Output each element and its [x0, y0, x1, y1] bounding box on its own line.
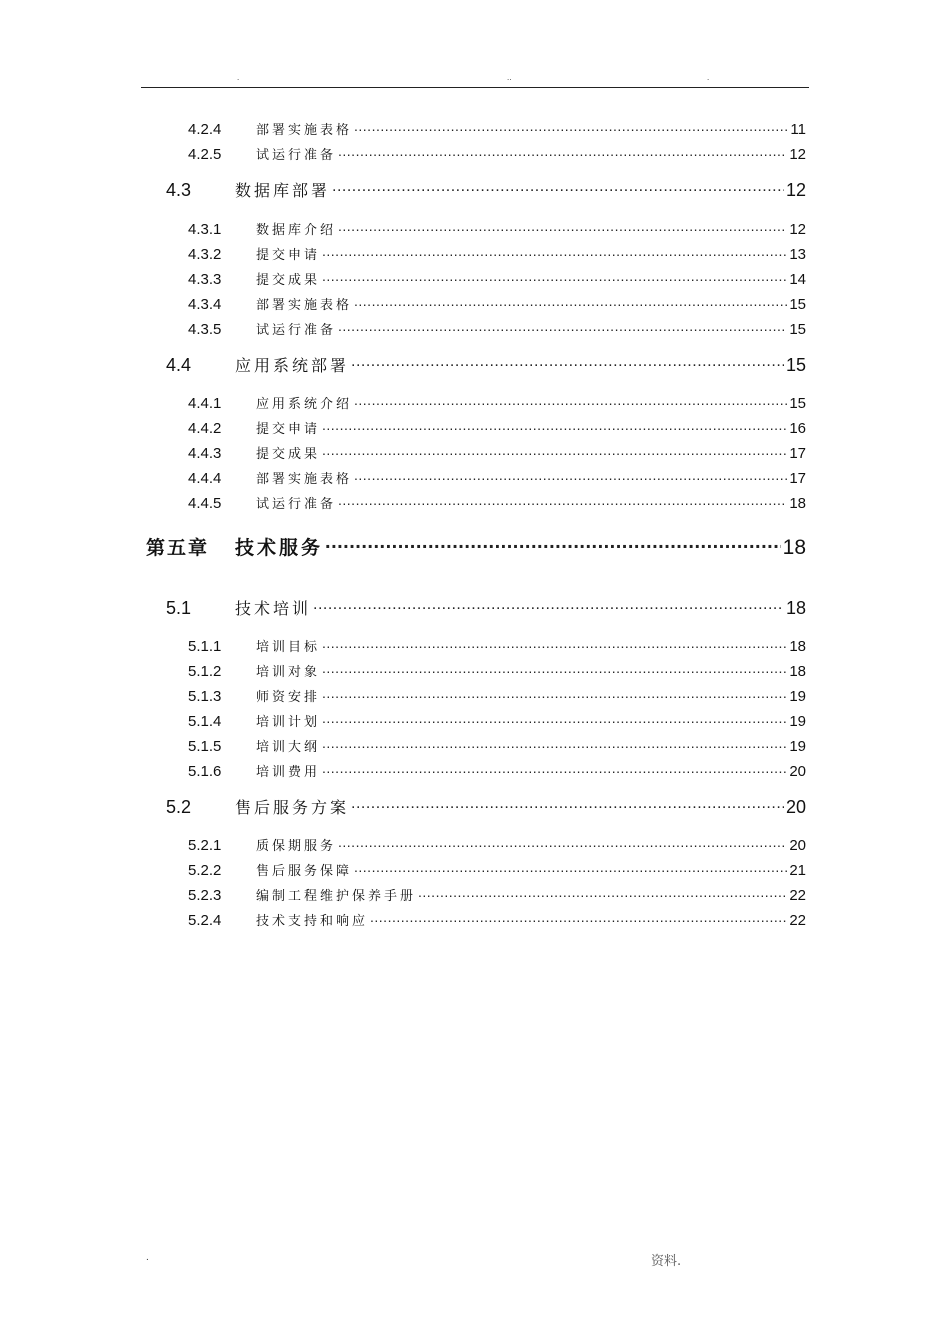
toc-dot-leader [351, 355, 784, 371]
toc-entry-number: 4.3.1 [188, 221, 222, 238]
toc-entry-page: 16 [789, 420, 806, 437]
toc-entry-number: 5.1.6 [188, 763, 222, 780]
toc-dot-leader [354, 295, 787, 309]
toc-entry-page: 15 [789, 321, 806, 338]
toc-dot-leader [354, 394, 787, 408]
toc-entry-page: 12 [789, 221, 806, 238]
toc-entry-number: 5.1.5 [188, 738, 222, 755]
toc-entry-page: 15 [789, 296, 806, 313]
footer-dot: . [146, 1252, 149, 1263]
toc-entry-number: 5.1 [166, 598, 192, 618]
toc-entry[interactable] [166, 353, 806, 376]
toc-entry[interactable] [188, 910, 806, 929]
toc-dot-leader [338, 494, 787, 508]
toc-entry-title: 提交成果 [256, 273, 321, 288]
toc-entry[interactable] [188, 636, 806, 655]
toc-entry-number: 4.2.4 [188, 121, 222, 138]
header-mark: .. [507, 73, 512, 82]
toc-entry[interactable] [188, 244, 806, 263]
toc-entry-title: 部署实施表格 [256, 472, 353, 487]
footer-text: 资料. [651, 1254, 682, 1269]
toc-dot-leader [322, 245, 787, 259]
toc-entry-number: 5.2.3 [188, 887, 222, 904]
toc-entry[interactable] [188, 661, 806, 680]
toc-entry-title: 应用系统部署 [235, 356, 350, 375]
toc-entry-number: 4.3 [166, 180, 192, 200]
toc-entry[interactable] [188, 144, 806, 163]
toc-entry-number: 5.2.1 [188, 837, 222, 854]
toc-entry-number: 4.3.2 [188, 246, 222, 263]
toc-entry-title: 部署实施表格 [256, 123, 353, 138]
toc-dot-leader [322, 662, 787, 676]
toc-entry-page: 18 [785, 598, 806, 618]
toc-entry-title: 培训大纲 [256, 740, 321, 755]
toc-entry-title: 售后服务方案 [235, 798, 350, 817]
toc-entry-title: 技术培训 [235, 599, 312, 618]
toc-entry-page: 18 [789, 495, 806, 512]
toc-entry-title: 数据库部署 [235, 181, 331, 200]
toc-entry[interactable] [188, 269, 806, 288]
toc-entry-page: 17 [789, 445, 806, 462]
toc-entry-page: 18 [789, 663, 806, 680]
toc-entry-page: 13 [789, 246, 806, 263]
toc-entry-page: 15 [789, 395, 806, 412]
toc-entry-number: 4.4.1 [188, 395, 222, 412]
toc-dot-leader [354, 469, 787, 483]
toc-entry-page: 19 [789, 738, 806, 755]
toc-entry-page: 15 [785, 355, 806, 375]
toc-entry-number: 5.2.4 [188, 912, 222, 929]
toc-entry-title: 试运行准备 [256, 148, 337, 163]
toc-entry-page: 18 [789, 638, 806, 655]
toc-entry-title: 编制工程维护保养手册 [256, 889, 417, 904]
toc-entry-page: 20 [789, 837, 806, 854]
toc-entry[interactable] [188, 468, 806, 487]
toc-entry-title: 培训费用 [256, 765, 321, 780]
toc-entry[interactable] [188, 736, 806, 755]
toc-entry[interactable] [188, 294, 806, 313]
toc-entry[interactable] [188, 443, 806, 462]
toc-entry[interactable] [188, 686, 806, 705]
toc-dot-leader [322, 270, 787, 284]
toc-dot-leader [322, 419, 787, 433]
toc-entry-title: 部署实施表格 [256, 298, 353, 313]
toc-dot-leader [338, 836, 787, 850]
toc-entry-title: 质保期服务 [256, 839, 337, 854]
toc-entry-page: 17 [789, 470, 806, 487]
toc-entry[interactable] [166, 596, 806, 619]
toc-entry-title: 技术服务 [235, 537, 324, 559]
toc-entry[interactable] [188, 219, 806, 238]
header-mark: . [237, 73, 240, 82]
toc-dot-leader [322, 737, 787, 751]
toc-entry[interactable] [188, 860, 806, 879]
toc-entry-number: 4.4.3 [188, 445, 222, 462]
toc-entry-title: 应用系统介绍 [256, 397, 353, 412]
toc-entry-page: 11 [790, 121, 806, 138]
toc-entry-title: 提交申请 [256, 248, 321, 263]
toc-dot-leader [322, 762, 787, 776]
toc-entry-page: 19 [789, 713, 806, 730]
toc-entry-title: 培训目标 [256, 640, 321, 655]
toc-dot-leader [370, 911, 787, 925]
toc-entry-number: 4.3.4 [188, 296, 222, 313]
page-header [141, 72, 809, 88]
toc-entry-number: 第五章 [146, 537, 210, 559]
toc-entry-number: 4.4 [166, 355, 192, 375]
toc-dot-leader [322, 687, 787, 701]
toc-entry[interactable] [146, 533, 806, 560]
toc-entry[interactable] [188, 119, 806, 138]
toc-entry-number: 5.2 [166, 797, 192, 817]
toc-dot-leader [338, 145, 787, 159]
toc-entry[interactable] [188, 761, 806, 780]
toc-entry[interactable] [188, 418, 806, 437]
toc-entry-page: 12 [785, 180, 806, 200]
toc-entry-number: 4.4.5 [188, 495, 222, 512]
toc-entry[interactable] [188, 835, 806, 854]
toc-entry[interactable] [188, 393, 806, 412]
toc-entry-title: 培训对象 [256, 665, 321, 680]
toc-dot-leader [322, 444, 787, 458]
toc-entry-page: 19 [789, 688, 806, 705]
toc-dot-leader [354, 861, 787, 875]
toc-entry-page: 20 [789, 763, 806, 780]
toc-dot-leader [322, 637, 787, 651]
toc-dot-leader [354, 120, 788, 134]
toc-entry-title: 提交申请 [256, 422, 321, 437]
toc-dot-leader [325, 534, 781, 554]
toc-entry-number: 5.1.1 [188, 638, 222, 655]
header-rule [141, 87, 809, 88]
toc-entry-number: 4.3.3 [188, 271, 222, 288]
toc-entry-number: 5.1.2 [188, 663, 222, 680]
toc-entry-title: 售后服务保障 [256, 864, 353, 879]
toc-dot-leader [332, 180, 784, 196]
toc-dot-leader [338, 220, 787, 234]
toc-dot-leader [322, 712, 787, 726]
toc-entry-page: 14 [789, 271, 806, 288]
toc-entry-title: 试运行准备 [256, 497, 337, 512]
toc-dot-leader [418, 886, 787, 900]
toc-entry-number: 5.1.4 [188, 713, 222, 730]
toc-entry[interactable] [166, 795, 806, 818]
toc-entry-page: 18 [782, 536, 806, 559]
toc-entry-number: 5.2.2 [188, 862, 222, 879]
toc-entry-number: 5.1.3 [188, 688, 222, 705]
header-mark: . [707, 73, 710, 82]
toc-entry-title: 提交成果 [256, 447, 321, 462]
toc-entry-number: 4.4.2 [188, 420, 222, 437]
toc-entry[interactable] [188, 493, 806, 512]
toc-entry-page: 21 [789, 862, 806, 879]
toc-entry[interactable] [166, 178, 806, 201]
toc-entry-title: 数据库介绍 [256, 223, 337, 238]
toc-entry[interactable] [188, 711, 806, 730]
toc-dot-leader [351, 797, 784, 813]
toc-entry[interactable] [188, 885, 806, 904]
toc-entry-number: 4.3.5 [188, 321, 222, 338]
toc-dot-leader [313, 598, 784, 614]
toc-entry-page: 22 [789, 887, 806, 904]
toc-entry-number: 4.2.5 [188, 146, 222, 163]
toc-entry-title: 师资安排 [256, 690, 321, 705]
toc-entry-number: 4.4.4 [188, 470, 222, 487]
toc-entry-title: 技术支持和响应 [256, 914, 369, 929]
toc-entry-page: 12 [789, 146, 806, 163]
toc-dot-leader [338, 320, 787, 334]
toc-entry-title: 试运行准备 [256, 323, 337, 338]
toc-entry[interactable] [188, 319, 806, 338]
toc-entry-title: 培训计划 [256, 715, 321, 730]
toc-entry-page: 22 [789, 912, 806, 929]
toc-entry-page: 20 [785, 797, 806, 817]
